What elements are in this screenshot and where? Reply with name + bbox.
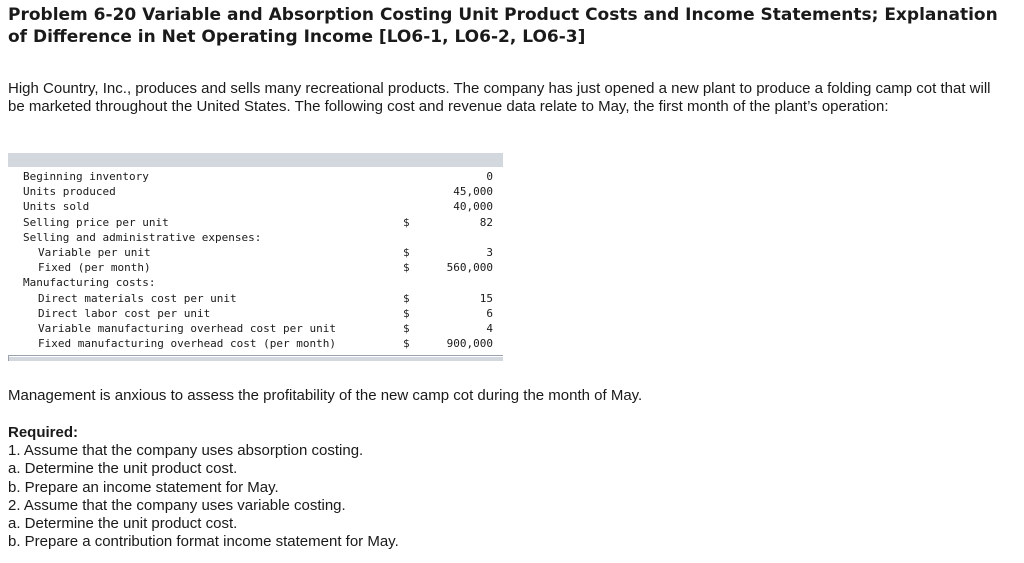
table-row-manufacturing-heading xyxy=(8,275,503,290)
row-value: 15 xyxy=(479,291,493,305)
table-row-sga-variable xyxy=(8,245,503,260)
required-item-1b: b. Prepare an income statement for May. xyxy=(8,478,279,496)
row-value xyxy=(423,230,503,245)
row-value: 900,000 xyxy=(446,337,493,351)
problem-title: Problem 6-20 Variable and Absorption Costing Unit Product Costs and Income Statements; Explanation of Difference in Net Operating Income [LO6-1, LO6-2, LO6-3] xyxy=(8,5,998,47)
row-label: Variable manufacturing overhead cost per unit xyxy=(38,322,337,336)
table-row-units-produced xyxy=(8,184,503,199)
required-item-1a: a. Determine the unit product cost. xyxy=(8,460,238,478)
row-currency: $ xyxy=(403,291,410,305)
intro-paragraph: High Country, Inc., produces and sells many recreational products. The company has just opened a new plant to produce a folding camp cot that will be marketed throughout the United States. The following cost and revenue data relate to May, the first month of the plant’s operation: xyxy=(8,80,991,115)
row-currency xyxy=(403,199,423,214)
table-header-bar xyxy=(8,153,503,167)
row-label: Units produced xyxy=(23,185,116,199)
table-row-direct-labor xyxy=(8,306,503,321)
row-label: Manufacturing costs: xyxy=(23,276,156,290)
row-value: 3 xyxy=(486,246,493,260)
table-row-sga-heading xyxy=(8,230,503,245)
row-value xyxy=(423,275,503,290)
table-row-sga-fixed xyxy=(8,260,503,275)
row-currency xyxy=(403,184,423,199)
required-section xyxy=(8,424,1008,551)
cost-data-table xyxy=(8,153,503,361)
row-value: 0 xyxy=(486,170,493,183)
table-row-variable-overhead xyxy=(8,321,503,336)
table-row-units-sold xyxy=(8,199,503,214)
row-value: 6 xyxy=(486,306,493,320)
row-currency: $ xyxy=(403,215,410,229)
row-currency: $ xyxy=(403,261,410,275)
cost-data-grid xyxy=(8,169,503,351)
row-currency xyxy=(403,275,423,290)
table-row-direct-materials xyxy=(8,291,503,306)
row-value: 45,000 xyxy=(453,185,493,199)
row-label: Selling price per unit xyxy=(23,215,169,229)
row-value: 40,000 xyxy=(453,200,493,214)
row-label: Fixed (per month) xyxy=(38,261,151,275)
table-row-fixed-overhead xyxy=(8,336,503,351)
row-currency xyxy=(403,169,423,184)
row-label: Variable per unit xyxy=(38,246,151,260)
required-item-2b: b. Prepare a contribution format income statement for May. xyxy=(8,533,399,551)
row-value: 82 xyxy=(479,215,493,229)
table-footer-bar xyxy=(8,355,503,361)
management-paragraph: Management is anxious to assess the profitability of the new camp cot during the month of May. xyxy=(8,387,643,404)
row-value: 4 xyxy=(486,322,493,336)
row-currency: $ xyxy=(403,337,410,351)
required-item-2a: a. Determine the unit product cost. xyxy=(8,515,238,533)
required-item-1: 1. Assume that the company uses absorption costing. xyxy=(8,442,364,460)
row-currency xyxy=(403,230,423,245)
row-label: Fixed manufacturing overhead cost (per month) xyxy=(38,337,337,351)
table-row-beginning-inventory xyxy=(8,169,503,184)
row-label: Beginning inventory xyxy=(23,170,149,183)
row-label: Direct materials cost per unit xyxy=(38,291,237,305)
required-item-2: 2. Assume that the company uses variable costing. xyxy=(8,496,346,514)
table-row-selling-price xyxy=(8,215,503,230)
row-currency: $ xyxy=(403,246,410,260)
row-currency: $ xyxy=(403,322,410,336)
row-label: Direct labor cost per unit xyxy=(38,306,211,320)
row-label: Units sold xyxy=(23,200,90,214)
required-heading: Required: xyxy=(8,424,79,441)
row-currency: $ xyxy=(403,306,410,320)
row-label: Selling and administrative expenses: xyxy=(23,230,262,244)
row-value: 560,000 xyxy=(446,261,493,275)
